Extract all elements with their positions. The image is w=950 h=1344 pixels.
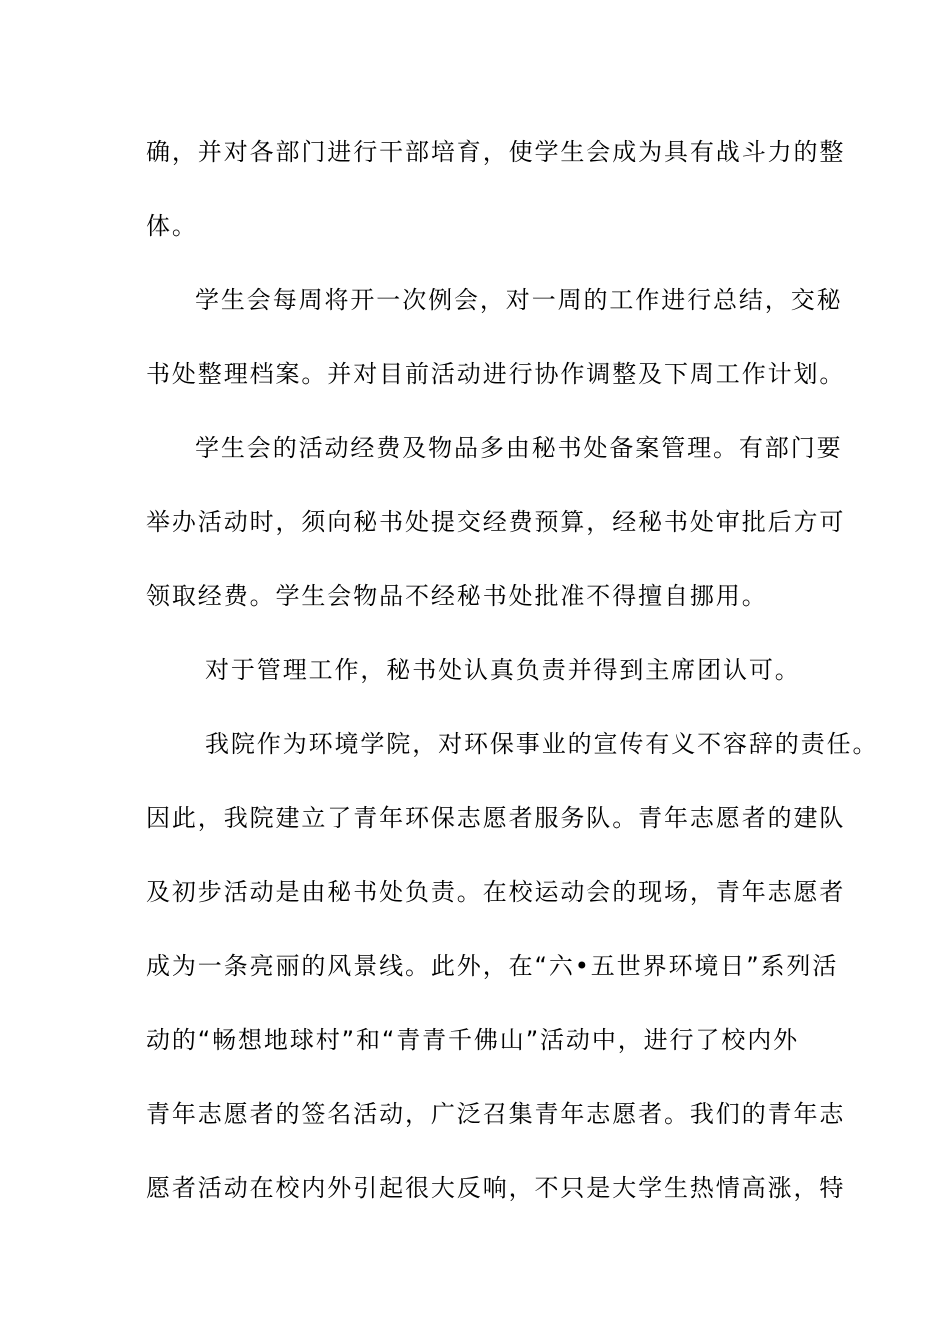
text-line: 举办活动时，须向秘书处提交经费预算，经秘书处审批后方可 [146, 508, 846, 536]
text-line: 学生会每周将开一次例会，对一周的工作进行总结，交秘 [195, 286, 843, 314]
text-line: 体。 [146, 212, 198, 240]
text-line: 我院作为环境学院，对环保事业的宣传有义不容辞的责任。 [205, 730, 879, 758]
text-line: 及初步活动是由秘书处负责。在校运动会的现场，青年志愿者 [146, 878, 846, 906]
text-line: 确，并对各部门进行干部培育，使学生会成为具有战斗力的整 [146, 138, 846, 166]
text-line: 动的“畅想地球村”和“青青千佛山”活动中，进行了校内外 [146, 1026, 800, 1054]
text-line: 成为一条亮丽的风景线。此外，在“六•五世界环境日”系列活 [146, 952, 839, 980]
text-line: 青年志愿者的签名活动，广泛召集青年志愿者。我们的青年志 [146, 1100, 846, 1128]
text-line: 对于管理工作，秘书处认真负责并得到主席团认可。 [205, 656, 801, 684]
text-line: 愿者活动在校内外引起很大反响，不只是大学生热情高涨，特 [146, 1174, 846, 1202]
text-line: 因此，我院建立了青年环保志愿者服务队。青年志愿者的建队 [146, 804, 846, 832]
text-line: 学生会的活动经费及物品多由秘书处备案管理。有部门要 [195, 434, 843, 462]
text-line: 书处整理档案。并对目前活动进行协作调整及下周工作计划。 [146, 360, 846, 388]
text-line: 领取经费。学生会物品不经秘书处批准不得擅自挪用。 [146, 582, 768, 610]
